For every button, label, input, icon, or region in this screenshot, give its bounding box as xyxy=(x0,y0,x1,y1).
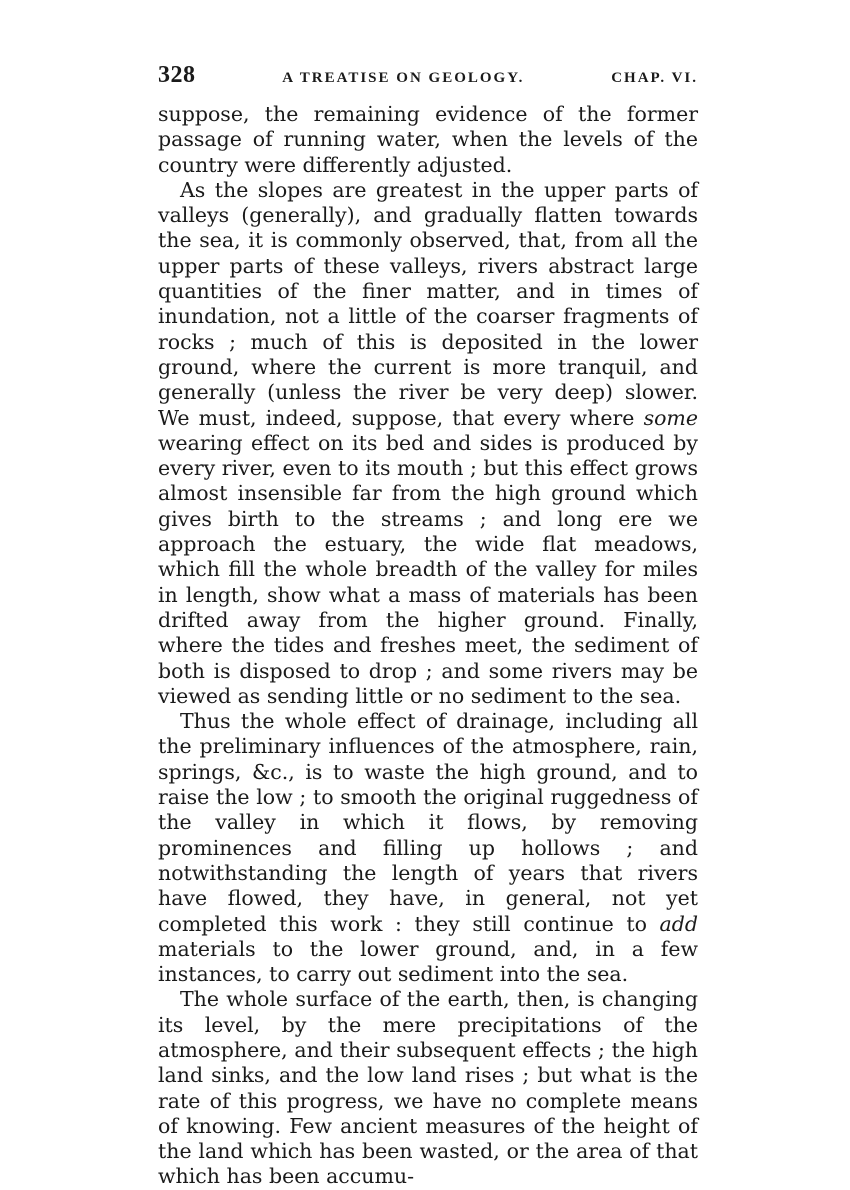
body-text xyxy=(158,102,698,1190)
paragraph-text: As the slopes are greatest in the upper parts of valleys (generally), and gradually flatten towards the sea, it is commonly observed, that, from all the upper parts of these valleys, rivers abstract large quantities of the finer matter, and in times of inundation, not a little of the coarser fragments of rocks ; much of this is deposited in the lower ground, where the current is more tranquil, and generally (unless the river be very deep) slower. We must, indeed, suppose, that every where xyxy=(158,177,698,430)
emphasis-text: add xyxy=(659,911,698,936)
running-title: A TREATISE ON GEOLOGY. xyxy=(282,70,525,86)
paragraph-text: wearing effect on its bed and sides is produced by every river, even to its mouth ; but this effect grows almost insensible far from the high ground which gives birth to the streams ; and long ere we approach the estuary, the wide flat meadows, which fill the whole breadth of the valley for miles in length, show what a mass of materials has been drifted away from the higher ground. Finally, where the tides and freshes meet, the sediment of both is disposed to drop ; and some rivers may be viewed as sending little or no sediment to the sea. xyxy=(158,430,698,708)
running-head xyxy=(158,62,698,96)
page-number: 328 xyxy=(158,62,196,88)
emphasis-text: some xyxy=(643,405,698,430)
paragraph-surface: The whole surface of the earth, then, is changing its level, by the mere precipitations of the atmosphere, and their subsequent effects ; the high land sinks, and the low land rises ; but what is the rate of this progress, we have no complete means of knowing. Few ancient measures of the height of the land which has been wasted, or the area of that which has been accumu- xyxy=(158,987,698,1189)
paragraph-text: Thus the whole effect of drainage, including all the preliminary influences of the atmosphere, rain, springs, &c., is to waste the high ground, and to raise the low ; to smooth the original ruggedness of the valley in which it flows, by removing prominences and filling up hollows ; and notwithstanding the length of years that rivers have flowed, they have, in general, not yet completed this work : they still continue to xyxy=(158,709,698,936)
paragraph-text: materials to the lower ground, and, in a few instances, to carry out sediment into the sea. xyxy=(158,936,698,987)
paragraph-drainage xyxy=(158,709,698,987)
paragraph-continuation: suppose, the remaining evidence of the former passage of running water, when the levels of the country were differently adjusted. xyxy=(158,102,698,177)
running-chapter: CHAP. VI. xyxy=(611,70,698,86)
paragraph-slopes xyxy=(158,178,698,709)
text-block xyxy=(158,62,698,1190)
